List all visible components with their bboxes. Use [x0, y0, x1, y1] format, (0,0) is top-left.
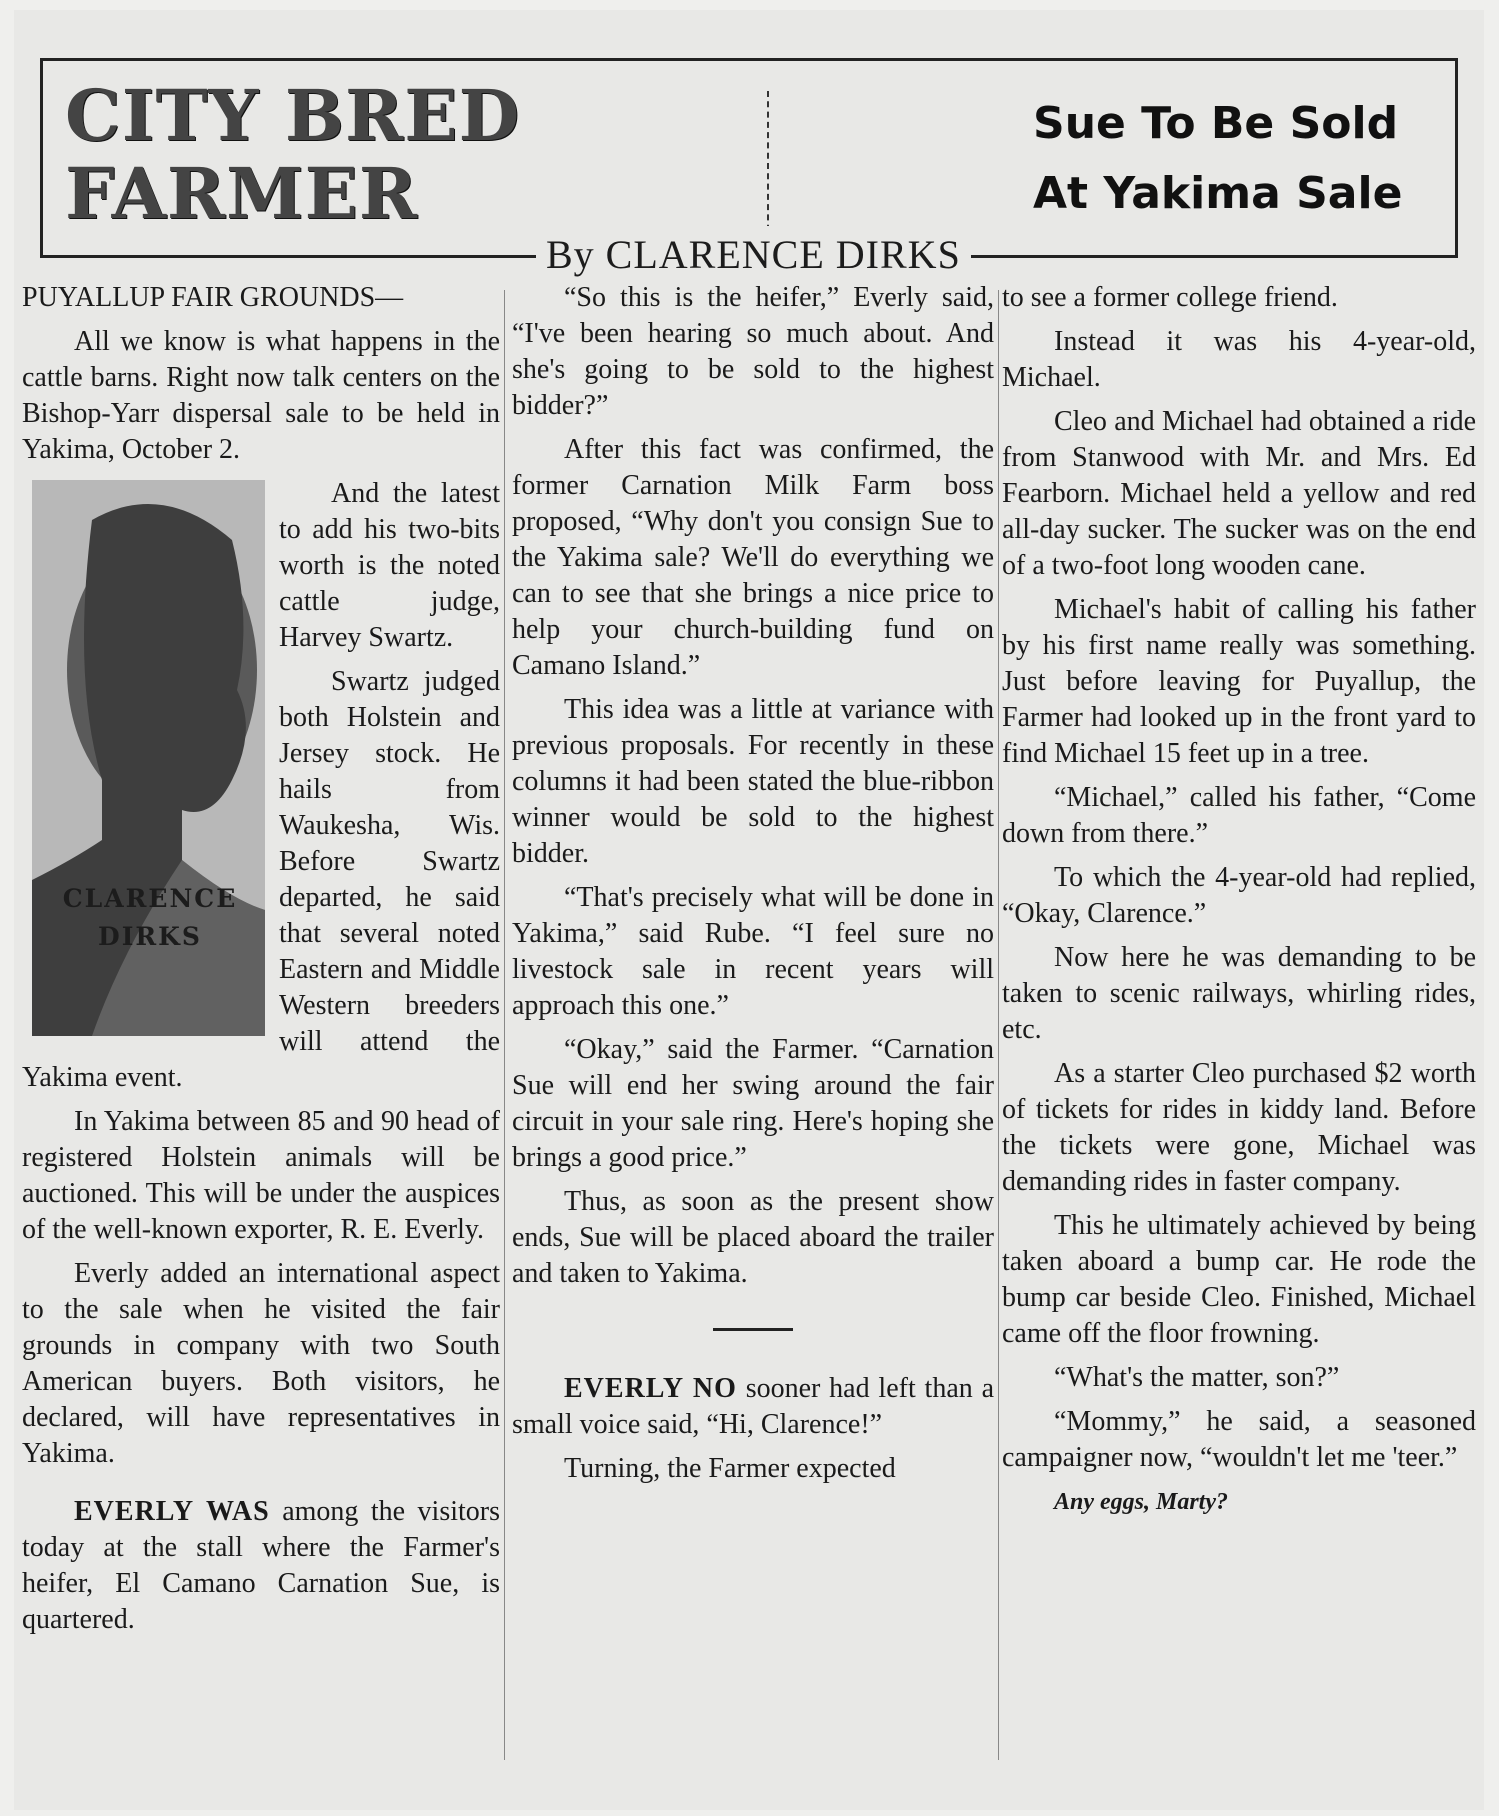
- paragraph: To which the 4-year-old had replied, “Okay, Clarence.”: [1002, 862, 1476, 929]
- column-rule-2: [998, 290, 999, 1760]
- headline: Sue To Be Sold At Yakima Sale: [1033, 98, 1403, 219]
- paragraph: EVERLY NO sooner had left than a small voice said, “Hi, Clarence!”: [512, 1373, 994, 1440]
- paragraph: This idea was a little at variance with previous proposals. For recently in these columns it had been stated the blue-ribbon winner would be sold to the highest bidder.: [512, 694, 994, 869]
- paragraph: All we know is what happens in the cattle barns. Right now talk centers on the Bishop-Yarr dispersal sale to be held in Yakima, October 2.: [22, 326, 500, 465]
- paragraph: And the latest to add his two-bits worth is the noted cattle judge, Harvey Swartz.: [279, 478, 500, 653]
- paragraph: This he ultimately achieved by being taken aboard a bump car. He rode the bump car beside Cleo. Finished, Michael came off the floor frowning.: [1002, 1210, 1476, 1349]
- column-3: [1002, 280, 1476, 1528]
- dateline: PUYALLUP FAIR GROUNDS—: [22, 282, 404, 313]
- paragraph: “What's the matter, son?”: [1054, 1362, 1340, 1393]
- paragraph: “Michael,” called his father, “Come down from there.”: [1002, 782, 1476, 849]
- column-rule-1: [504, 290, 505, 1760]
- paragraph: In Yakima between 85 and 90 head of registered Holstein animals will be auctioned. This will be under the auspices of the well-known exporter, R. E. Everly.: [22, 1106, 500, 1245]
- paragraph: Instead it was his 4-year-old, Michael.: [1002, 326, 1476, 393]
- paragraph: Cleo and Michael had obtained a ride from Stanwood with Mr. and Mrs. Ed Fearborn. Michael held a yellow and red all-day sucker. The sucker was on the end of a two-foot long wooden cane.: [1002, 406, 1476, 581]
- byline: By CLARENCE DIRKS: [536, 226, 971, 284]
- paragraph: Turning, the Farmer expected: [564, 1453, 896, 1484]
- photo-caption: CLARENCE DIRKS: [62, 884, 238, 951]
- column-title: CITY BRED FARMER: [65, 74, 521, 235]
- paragraph: Now here he was demanding to be taken to scenic railways, whirling rides, etc.: [1002, 942, 1476, 1045]
- paragraph: Thus, as soon as the present show ends, Sue will be placed aboard the trailer and taken to Yakima.: [512, 1186, 994, 1289]
- column-2: [512, 280, 994, 1495]
- paragraph: Michael's habit of calling his father by his first name really was something. Just before leaving for Puyallup, the Farmer had looked up in the front yard to find Michael 15 feet up in a tree.: [1002, 594, 1476, 769]
- paragraph: “That's precisely what will be done in Yakima,” said Rube. “I feel sure no livestock sale in recent years will approach this one.”: [512, 882, 994, 1021]
- section-break-rule: [713, 1328, 793, 1331]
- paragraph: As a starter Cleo purchased $2 worth of tickets for rides in kiddy land. Before the tickets were gone, Michael was demanding rides in faster company.: [1002, 1058, 1476, 1197]
- paragraph: Everly added an international aspect to the sale when he visited the fair grounds in company with two South American buyers. Both visitors, he declared, will have representatives in Yakima.: [22, 1258, 500, 1469]
- paragraph: to see a former college friend.: [1002, 282, 1338, 313]
- paragraph: “Mommy,” he said, a seasoned campaigner now, “wouldn't let me 'teer.”: [1002, 1406, 1476, 1473]
- paragraph: “So this is the heifer,” Everly said, “I've been hearing so much about. And she's going to be sold to the highest bidder?”: [512, 282, 994, 421]
- paragraph: EVERLY WAS among the visitors today at the stall where the Farmer's heifer, El Camano Carnation Sue, is quartered.: [22, 1496, 500, 1635]
- byline-row: [40, 226, 1458, 286]
- paragraph: After this fact was confirmed, the former Carnation Milk Farm boss proposed, “Why don't you consign Sue to the Yakima sale? We'll do everything we can to see that she brings a nice price to help your church-building fund on Camano Island.”: [512, 434, 994, 681]
- header-divider: [767, 91, 769, 241]
- sign-off: Any eggs, Marty?: [1054, 1489, 1228, 1515]
- column-1: [22, 280, 500, 1646]
- paragraph: “Okay,” said the Farmer. “Carnation Sue will end her swing around the fair circuit in your sale ring. Here's hoping she brings a good price.”: [512, 1034, 994, 1173]
- paragraph: Swartz judged both Holstein and Jersey stock. He hails from Waukesha, Wis. Before Swartz departed, he said that several noted Eastern and Middle Western breeders will attend the Yakima event.: [22, 666, 500, 1093]
